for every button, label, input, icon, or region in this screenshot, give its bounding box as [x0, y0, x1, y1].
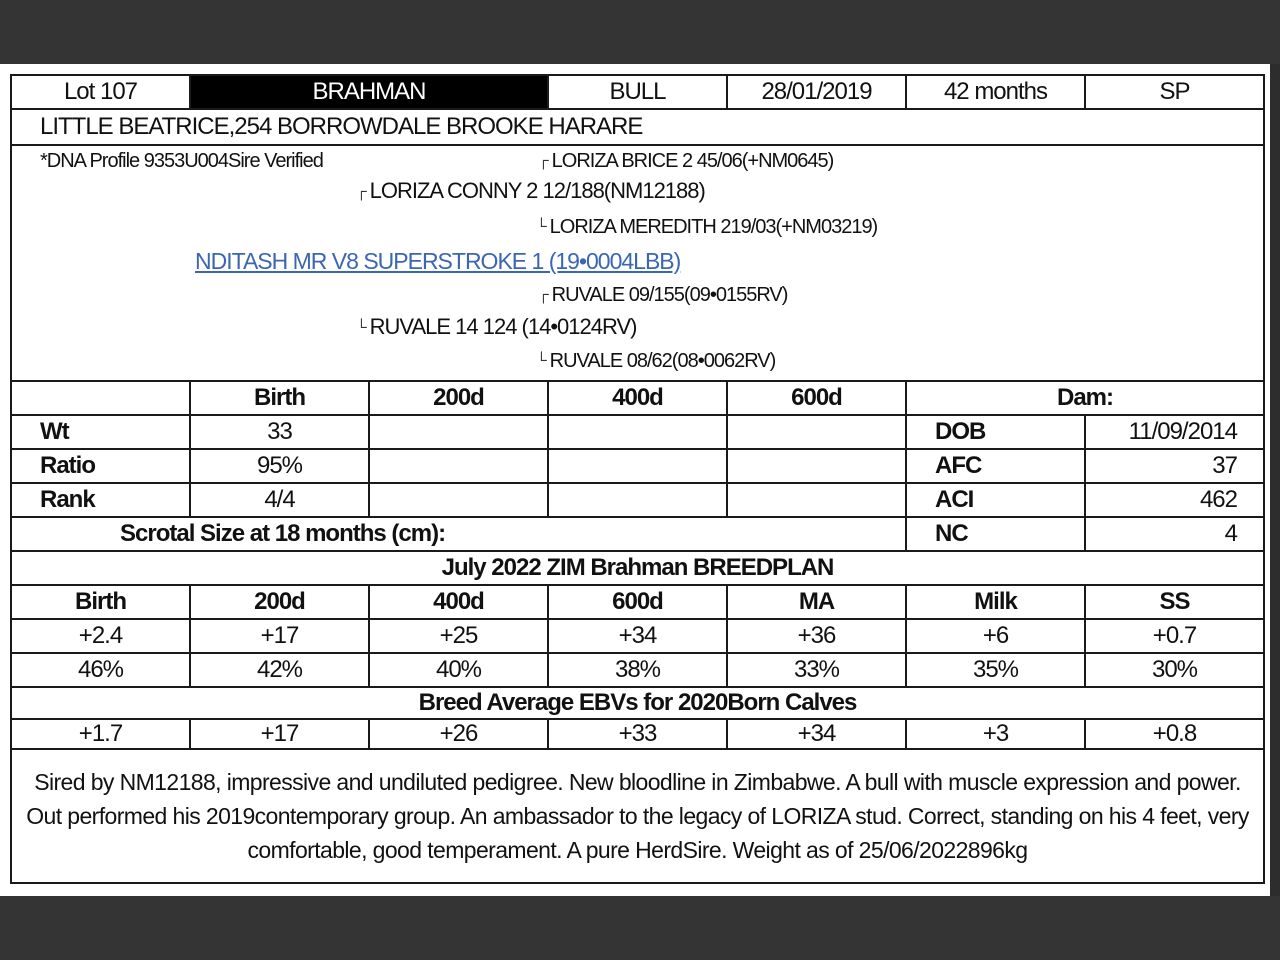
- dam-dam: [536, 350, 775, 373]
- ebv-header-ss: SS: [1159, 588, 1190, 615]
- ebv-ss: +0.7: [1152, 622, 1197, 649]
- dam-dob-label: DOB: [907, 416, 1086, 448]
- accuracy-row: [12, 654, 1263, 688]
- scrotal-row: [12, 518, 1263, 552]
- code-label: SP: [1159, 78, 1190, 105]
- ebv-header-200d: 200d: [191, 586, 370, 618]
- rank-birth: 4/4: [191, 484, 370, 516]
- scrotal-label: Scrotal Size at 18 months (cm):: [12, 518, 907, 550]
- avg-ss: +0.8: [1152, 720, 1197, 747]
- breed-label: BRAHMAN: [191, 76, 549, 108]
- dam-dob-value: 11/09/2014: [1128, 418, 1237, 445]
- acc-400d: 40%: [370, 654, 549, 686]
- owner-row: [12, 110, 1263, 146]
- avg-400d: +26: [370, 720, 549, 748]
- sire-sire-dam-name: LORIZA MEREDITH 219/03(+NM03219): [549, 216, 878, 238]
- breed-average-row: [12, 720, 1263, 750]
- ebv-header-400d: 400d: [370, 586, 549, 618]
- breedplan-title-row: [12, 552, 1263, 586]
- birth-date: 28/01/2019: [728, 76, 907, 108]
- ebv-header-milk: Milk: [907, 586, 1086, 618]
- ratio-200d: [370, 450, 549, 482]
- dna-profile: *DNA Profile 9353U004Sire Verified: [40, 150, 323, 172]
- remarks-text: Sired by NM12188, impressive and undiluted pedigree. New bloodline in Zimbabwe. A bull with muscle expression and power. Out performed his 2019contemporary group. An ambassador to the legacy of LORIZA stud. Correct, standing on his 4 feet, very comfortable, good temperament. A pure HerdSire. Weight as of 25/06/2022896kg: [26, 769, 1249, 863]
- acc-birth: 46%: [12, 654, 191, 686]
- bracket-top-icon: ┌: [538, 286, 548, 303]
- dam-sire-name: RUVALE 09/155(09•0155RV): [551, 284, 788, 306]
- ebv-600d: +34: [549, 620, 728, 652]
- sire-sire-name: LORIZA CONNY 2 12/188(NM12188): [369, 178, 705, 203]
- ebv-birth: +2.4: [12, 620, 191, 652]
- breed-average-title-row: [12, 688, 1263, 720]
- sire-sire: [356, 178, 705, 204]
- ebv-400d: +25: [370, 620, 549, 652]
- bracket-bottom-icon: └: [356, 319, 366, 336]
- perf-header-blank: [12, 382, 191, 414]
- avg-200d: +17: [191, 720, 370, 748]
- ebv-header-birth: Birth: [12, 586, 191, 618]
- dam-aci-value: 462: [1199, 486, 1237, 513]
- breed-average-title: Breed Average EBVs for 2020Born Calves: [418, 689, 857, 716]
- header-row: [12, 76, 1263, 110]
- lot-number: Lot 107: [12, 76, 191, 108]
- bracket-top-icon: ┌: [538, 152, 548, 169]
- sire-sire-sire-name: LORIZA BRICE 2 45/06(+NM0645): [551, 150, 834, 172]
- ebv-row: [12, 620, 1263, 654]
- rank-200d: [370, 484, 549, 516]
- acc-ma: 33%: [728, 654, 907, 686]
- breedplan-header-row: [12, 586, 1263, 620]
- lot-card: [10, 74, 1265, 884]
- weight-400d: [549, 416, 728, 448]
- pedigree-block: [12, 146, 1263, 382]
- ratio-birth: 95%: [191, 450, 370, 482]
- avg-600d: +33: [549, 720, 728, 748]
- age-label: 42 months: [907, 76, 1086, 108]
- rank-600d: [728, 484, 907, 516]
- bracket-top-icon: ┌: [356, 183, 366, 200]
- dam-nc-label: NC: [907, 518, 1086, 550]
- avg-birth: +1.7: [12, 720, 191, 748]
- right-dark-edge: [1270, 64, 1280, 896]
- weight-label: Wt: [12, 416, 191, 448]
- rank-row: [12, 484, 1263, 518]
- ratio-400d: [549, 450, 728, 482]
- acc-ss: 30%: [1151, 656, 1198, 683]
- weight-row: [12, 416, 1263, 450]
- dam-header: Dam:: [1056, 384, 1113, 411]
- performance-header-row: [12, 382, 1263, 416]
- dam-afc-label: AFC: [907, 450, 1086, 482]
- bracket-bottom-icon: └: [536, 218, 546, 235]
- weight-birth: 33: [191, 416, 370, 448]
- top-dark-band: [0, 0, 1280, 64]
- avg-milk: +3: [907, 720, 1086, 748]
- bottom-dark-band: [0, 896, 1280, 960]
- dam-afc-value: 37: [1212, 452, 1237, 479]
- ratio-600d: [728, 450, 907, 482]
- bracket-bottom-icon: └: [536, 352, 546, 369]
- sex-label: BULL: [549, 76, 728, 108]
- rank-400d: [549, 484, 728, 516]
- acc-600d: 38%: [549, 654, 728, 686]
- weight-600d: [728, 416, 907, 448]
- ebv-ma: +36: [728, 620, 907, 652]
- avg-ma: +34: [728, 720, 907, 748]
- perf-header-600d: 600d: [728, 382, 907, 414]
- perf-header-birth: Birth: [191, 382, 370, 414]
- dam-nc-value: 4: [1224, 520, 1237, 547]
- ebv-header-600d: 600d: [549, 586, 728, 618]
- ebv-200d: +17: [191, 620, 370, 652]
- ratio-label: Ratio: [12, 450, 191, 482]
- sire-sire-sire: [538, 150, 833, 173]
- acc-200d: 42%: [191, 654, 370, 686]
- animal-name[interactable]: [195, 248, 680, 275]
- perf-header-200d: 200d: [370, 382, 549, 414]
- ratio-row: [12, 450, 1263, 484]
- dam-name: RUVALE 14 124 (14•0124RV): [369, 314, 637, 339]
- animal-link[interactable]: NDITASH MR V8 SUPERSTROKE 1 (19•0004LBB): [195, 248, 681, 274]
- dam-dam-name: RUVALE 08/62(08•0062RV): [549, 350, 776, 372]
- sire-sire-dam: [536, 216, 877, 239]
- acc-milk: 35%: [907, 654, 1086, 686]
- owner-address: LITTLE BEATRICE,254 BORROWDALE BROOKE HARARE: [40, 113, 643, 140]
- dam-sire: [538, 284, 787, 307]
- dam-aci-label: ACI: [907, 484, 1086, 516]
- ebv-header-ma: MA: [728, 586, 907, 618]
- perf-header-400d: 400d: [549, 382, 728, 414]
- breedplan-title: July 2022 ZIM Brahman BREEDPLAN: [441, 554, 834, 581]
- dam: [356, 314, 636, 340]
- ebv-milk: +6: [907, 620, 1086, 652]
- weight-200d: [370, 416, 549, 448]
- rank-label: Rank: [12, 484, 191, 516]
